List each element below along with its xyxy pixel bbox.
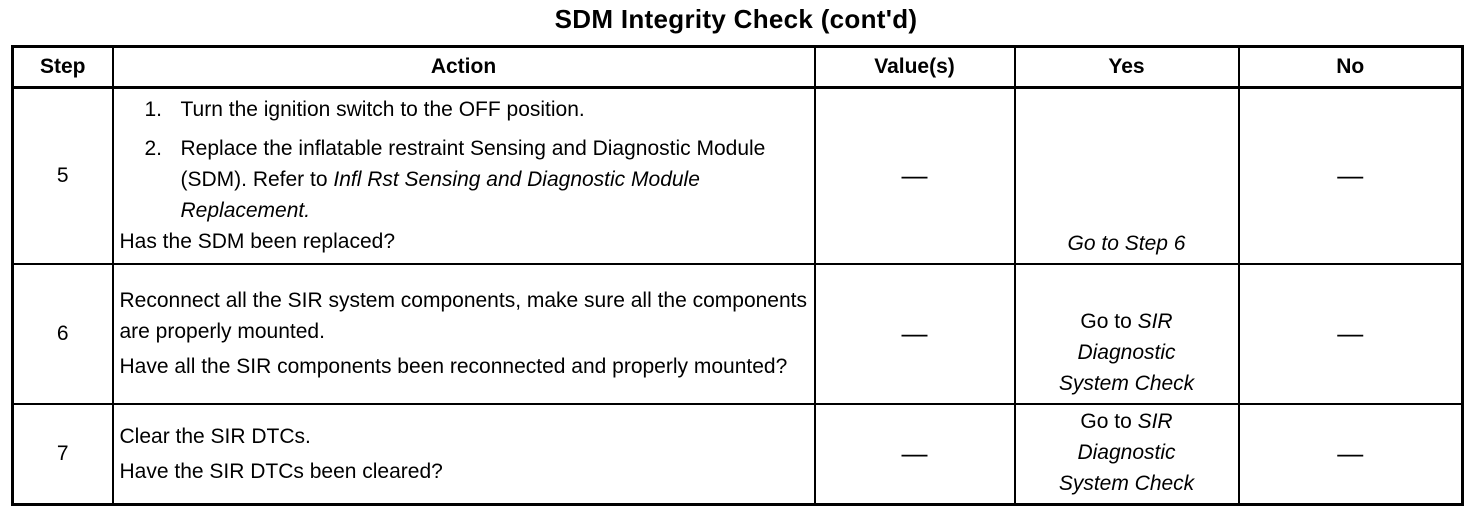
procedure-reference: SIR Diagnostic System Check <box>1058 309 1195 395</box>
yes-prefix: Go to <box>1080 309 1138 333</box>
value-cell: — <box>815 264 1015 404</box>
action-question: Has the SDM been replaced? <box>119 230 395 254</box>
step-item-text-plain: Replace the inflatable restraint Sensing and Diagnostic Module (SDM). Refer to <box>180 137 766 192</box>
yes-cell <box>1015 404 1239 505</box>
yes-cell <box>1015 264 1239 404</box>
procedure-reference: Infl Rst Sensing and Diagnostic Module Replacement. <box>180 168 700 223</box>
no-cell: — <box>1239 264 1463 404</box>
diagnostic-table <box>11 45 1464 506</box>
header-step: Step <box>13 47 113 88</box>
header-action: Action <box>113 47 815 88</box>
action-step-item <box>145 133 808 226</box>
action-instruction: Reconnect all the SIR system components, make sure all the components are properly mounted. <box>119 289 808 343</box>
step-number: 7 <box>13 404 113 505</box>
procedure-reference: SIR Diagnostic System Check <box>1058 410 1195 495</box>
step-item-text <box>181 133 808 226</box>
table-row <box>13 404 1463 505</box>
header-values: Value(s) <box>815 47 1015 88</box>
action-cell <box>113 264 815 404</box>
action-question: Have all the SIR components been reconnected and properly mounted? <box>119 355 788 378</box>
action-instruction: Clear the SIR DTCs. <box>119 424 311 448</box>
no-cell: — <box>1239 88 1463 264</box>
value-cell: — <box>815 88 1015 264</box>
action-step-item <box>145 94 808 125</box>
step-number: 5 <box>13 88 113 264</box>
no-cell: — <box>1239 404 1463 505</box>
header-no: No <box>1239 47 1463 88</box>
step-item-text: Turn the ignition switch to the OFF position. <box>180 98 585 122</box>
action-cell <box>113 404 815 505</box>
list-spacer <box>145 125 808 133</box>
action-cell <box>113 88 815 264</box>
step-item-number: 2. <box>144 137 163 161</box>
header-yes: Yes <box>1015 47 1239 88</box>
yes-prefix: Go to <box>1080 410 1138 433</box>
step-item-number: 1. <box>144 98 163 122</box>
table-row <box>13 264 1463 404</box>
table-header-row <box>13 47 1463 88</box>
page-title: SDM Integrity Check (cont'd) <box>554 4 918 34</box>
action-steps <box>120 94 808 226</box>
yes-cell: Go to Step 6 <box>1015 88 1239 264</box>
value-cell: — <box>815 404 1015 505</box>
action-question: Have the SIR DTCs been cleared? <box>119 459 443 483</box>
table-row <box>13 88 1463 264</box>
step-number: 6 <box>13 264 113 404</box>
